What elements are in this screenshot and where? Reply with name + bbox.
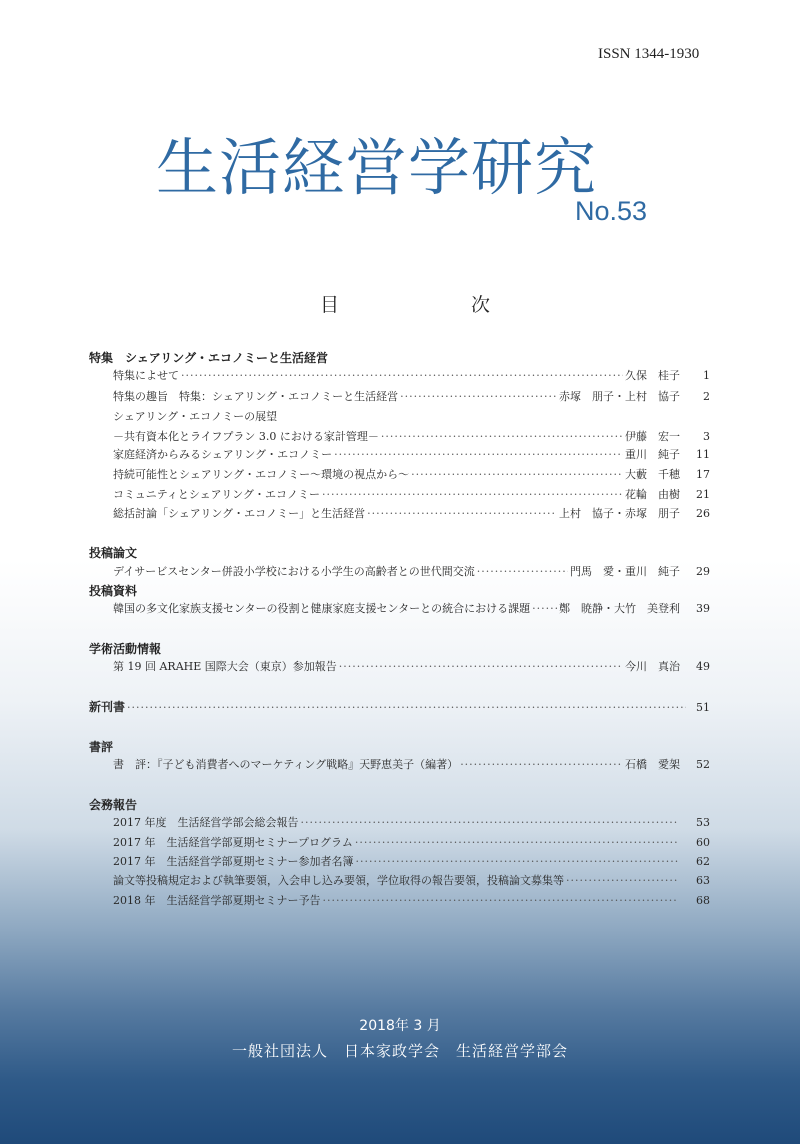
toc-heading-char-2: 次 xyxy=(470,294,490,316)
toc-entry[interactable] xyxy=(113,563,710,578)
entry-title: 2018 年 生活経営学部夏期セミナー予告 xyxy=(113,894,321,907)
entry-author: 今川 真治 xyxy=(625,660,680,673)
entry-page: 49 xyxy=(696,660,710,673)
toc-entry[interactable] xyxy=(113,408,710,423)
leader-dots xyxy=(301,816,679,829)
toc-entry[interactable] xyxy=(113,834,710,849)
leader-dots xyxy=(477,565,568,578)
leader-dots xyxy=(356,855,679,868)
entry-title: －共有資本化とライフプラン 3.0 における家計管理－ xyxy=(113,430,379,443)
toc-entry[interactable] xyxy=(113,756,710,771)
entry-author: 赤塚 朋子・上村 協子 xyxy=(559,390,680,403)
toc-entry[interactable] xyxy=(113,814,710,829)
leader-dots xyxy=(334,448,623,461)
section-heading-academic: 学術活動情報 xyxy=(89,642,162,656)
leader-dots xyxy=(323,894,679,907)
issn: ISSN 1344-1930 xyxy=(598,46,700,62)
toc-entry[interactable] xyxy=(113,428,710,443)
entry-page: 21 xyxy=(696,488,710,501)
entry-title: 総括討論「シェアリング・エコノミー」と生活経営 xyxy=(113,507,366,520)
leader-dots xyxy=(339,660,623,673)
entry-title: 特集の趣旨 特集：シェアリング・エコノミーと生活経営 xyxy=(113,390,399,403)
leader-dots xyxy=(127,701,686,714)
entry-page: 26 xyxy=(696,507,710,520)
entry-title: 持続可能性とシェアリング・エコノミー～環境の視点から～ xyxy=(113,468,410,481)
leader-dots xyxy=(367,507,557,520)
entry-title: 第 19 回 ARAHE 国際大会（東京）参加報告 xyxy=(113,660,337,673)
entry-page: 51 xyxy=(696,701,710,714)
toc-entry[interactable] xyxy=(113,466,710,481)
entry-page: 17 xyxy=(696,468,710,481)
issue-number: No.53 xyxy=(575,196,648,226)
entry-title: 2017 年 生活経営学部夏期セミナープログラム xyxy=(113,836,353,849)
toc-entry[interactable] xyxy=(113,367,710,382)
entry-page: 63 xyxy=(696,874,710,887)
entry-author: 重川 純子 xyxy=(625,448,680,461)
entry-page: 3 xyxy=(703,430,710,443)
leader-dots xyxy=(381,430,623,443)
journal-title: 生活経営学研究 xyxy=(156,131,598,204)
entry-page: 1 xyxy=(703,369,710,382)
entry-title: 書 評：『子ども消費者へのマーケティング戦略』天野恵美子（編著） xyxy=(113,758,459,771)
leader-dots xyxy=(460,758,623,771)
leader-dots xyxy=(322,488,623,501)
entry-page: 52 xyxy=(696,758,710,771)
toc-entry[interactable] xyxy=(113,486,710,501)
section-heading-review: 書評 xyxy=(89,740,114,754)
entry-author: 石橋 愛架 xyxy=(625,758,680,771)
toc-entry-new-books[interactable] xyxy=(89,698,710,713)
toc-entry[interactable] xyxy=(113,658,710,673)
entry-author: 伊藤 宏一 xyxy=(625,430,680,443)
leader-dots xyxy=(400,390,557,403)
entry-author: 鄭 暁静・大竹 美登利 xyxy=(559,602,680,615)
entry-page: 29 xyxy=(696,565,710,578)
publisher: 一般社団法人 日本家政学会 生活経営学部会 xyxy=(231,1042,568,1060)
toc-entry[interactable] xyxy=(113,446,710,461)
entry-title: 論文等投稿規定および執筆要領，入会申し込み要領，学位取得の報告要領，投稿論文募集等 xyxy=(113,874,564,887)
entry-title: コミュニティとシェアリング・エコノミー xyxy=(113,488,321,501)
leader-dots xyxy=(411,468,623,481)
section-heading-new-books: 新刊書 xyxy=(89,700,126,714)
toc-heading-char-1: 目 xyxy=(320,294,340,316)
section-heading-feature: 特集 シェアリング・エコノミーと生活経営 xyxy=(89,351,329,365)
toc-entry[interactable] xyxy=(113,892,710,907)
toc-entry[interactable] xyxy=(113,388,710,403)
toc-heading xyxy=(320,290,490,317)
entry-author: 久保 桂子 xyxy=(625,369,680,382)
section-heading-materials: 投稿資料 xyxy=(89,584,138,598)
entry-page: 39 xyxy=(696,602,710,615)
leader-dots xyxy=(181,369,623,382)
entry-title: 2017 年 生活経営学部夏期セミナー参加者名簿 xyxy=(113,855,354,868)
entry-page: 60 xyxy=(696,836,710,849)
section-heading-report: 会務報告 xyxy=(89,798,138,812)
entry-title: 韓国の多文化家族支援センターの役割と健康家庭支援センターとの統合における課題 xyxy=(113,602,531,615)
toc-entry[interactable] xyxy=(113,600,710,615)
entry-author: 大藪 千穂 xyxy=(625,468,680,481)
entry-title: 家庭経済からみるシェアリング・エコノミー xyxy=(113,448,333,461)
entry-page: 62 xyxy=(696,855,710,868)
entry-page: 68 xyxy=(696,894,710,907)
entry-author: 門馬 愛・重川 純子 xyxy=(570,565,680,578)
publication-date: 2018年 3 月 xyxy=(359,1018,441,1034)
entry-title: デイサービスセンター併設小学校における小学生の高齢者との世代間交流 xyxy=(113,565,475,578)
leader-dots xyxy=(566,874,678,887)
leader-dots xyxy=(355,836,678,849)
entry-title: シェアリング・エコノミーの展望 xyxy=(113,410,278,423)
entry-author: 上村 協子・赤塚 朋子 xyxy=(559,507,680,520)
entry-title: 特集によせて xyxy=(113,369,179,382)
entry-author: 花輪 由樹 xyxy=(625,488,680,501)
entry-page: 11 xyxy=(696,448,710,461)
entry-title: 2017 年度 生活経営学部会総会報告 xyxy=(113,816,299,829)
leader-dots xyxy=(532,602,557,615)
toc-entry[interactable] xyxy=(113,853,710,868)
toc-entry[interactable] xyxy=(113,872,710,887)
entry-page: 53 xyxy=(696,816,710,829)
toc-entry[interactable] xyxy=(113,505,710,520)
section-heading-articles: 投稿論文 xyxy=(89,546,138,560)
entry-page: 2 xyxy=(703,390,710,403)
